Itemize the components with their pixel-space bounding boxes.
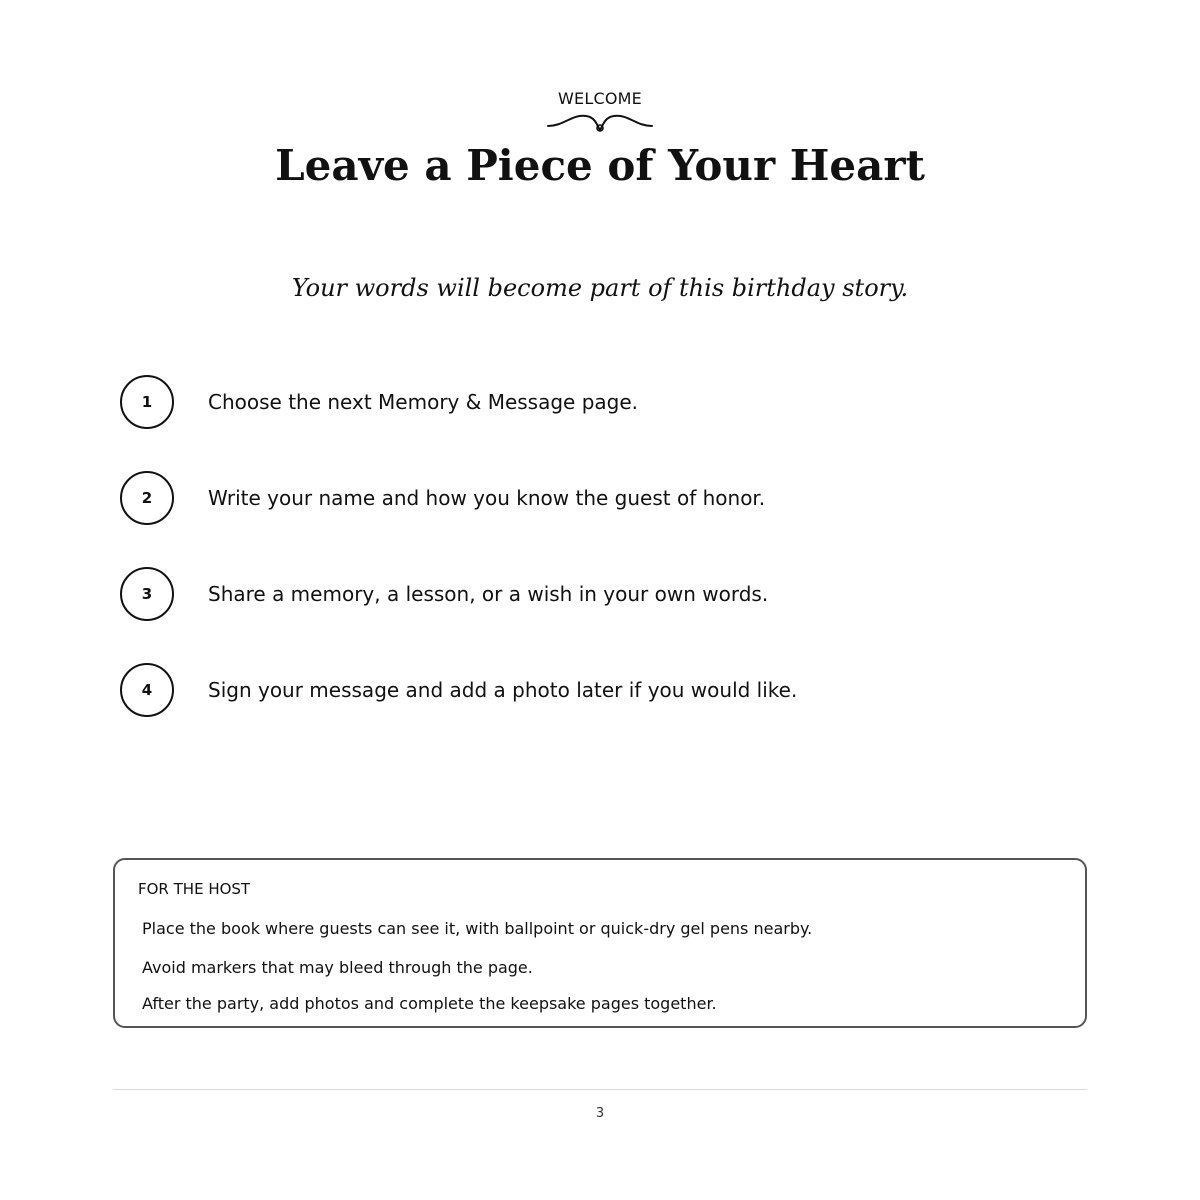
step-number-badge: 2 <box>120 471 174 525</box>
step-text: Write your name and how you know the guest of honor. <box>208 486 766 510</box>
page-title: Leave a Piece of Your Heart <box>275 141 925 190</box>
step-item <box>120 663 1080 723</box>
step-item <box>120 567 1080 627</box>
page-subtitle: Your words will become part of this birthday story. <box>291 274 909 302</box>
step-item <box>120 375 1080 435</box>
host-note-line: Avoid markers that may bleed through the page. <box>142 958 533 977</box>
step-item <box>120 471 1080 531</box>
step-text: Share a memory, a lesson, or a wish in your own words. <box>208 582 769 606</box>
page-number: 3 <box>595 1106 605 1121</box>
footer-divider <box>113 1089 1087 1090</box>
step-number-badge: 3 <box>120 567 174 621</box>
host-note-heading: FOR THE HOST <box>138 880 251 898</box>
step-number-badge: 1 <box>120 375 174 429</box>
step-text: Choose the next Memory & Message page. <box>208 390 639 414</box>
flourish-icon <box>546 108 654 134</box>
step-text: Sign your message and add a photo later if you would like. <box>208 678 798 702</box>
step-number-badge: 4 <box>120 663 174 717</box>
host-note-line: Place the book where guests can see it, with ballpoint or quick-dry gel pens nearby. <box>142 919 813 938</box>
host-note-line: After the party, add photos and complete the keepsake pages together. <box>142 994 717 1013</box>
section-eyebrow: WELCOME <box>558 89 642 108</box>
host-note-box <box>113 858 1087 1028</box>
